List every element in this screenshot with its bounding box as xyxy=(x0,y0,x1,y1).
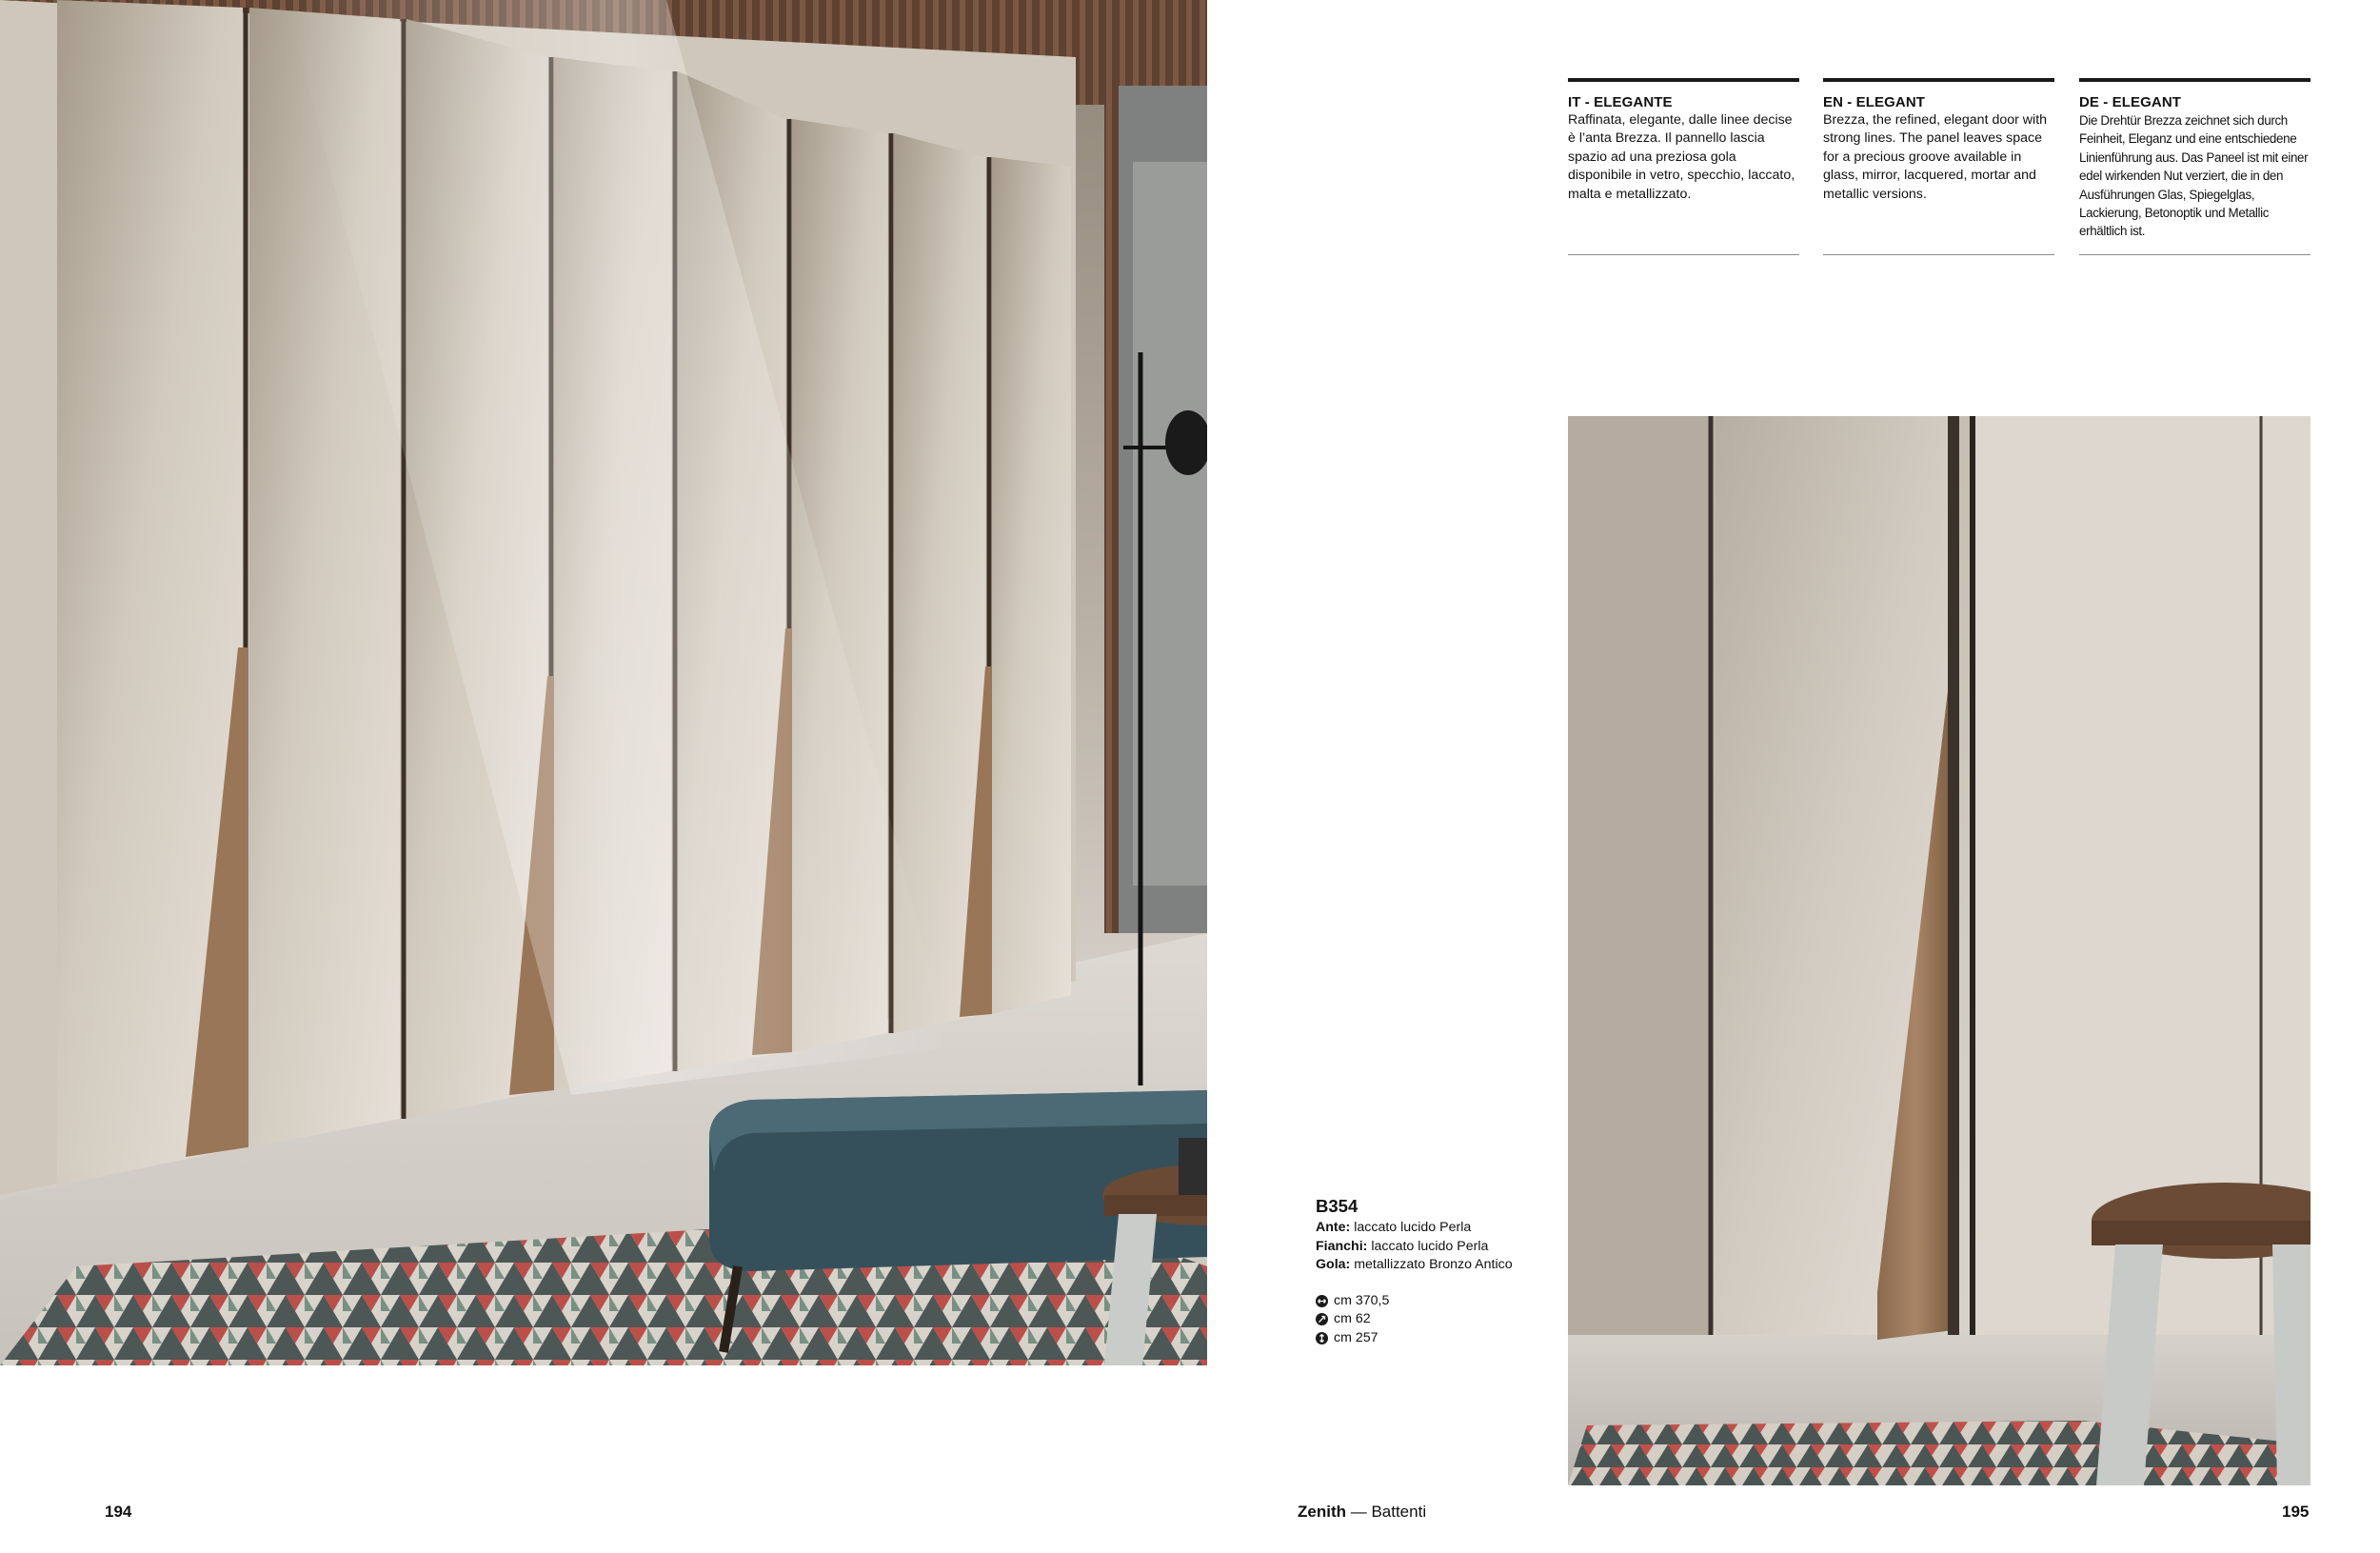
spec-ante-label: Ante: xyxy=(1316,1220,1351,1235)
spec-gola-label: Gola: xyxy=(1316,1257,1351,1272)
door-detail-photo xyxy=(1568,416,2311,1485)
spec-fianchi-value: laccato lucido Perla xyxy=(1371,1238,1489,1254)
dimension-depth-value: cm 62 xyxy=(1334,1311,1371,1326)
section-name: — Battenti xyxy=(1346,1503,1427,1521)
product-spec xyxy=(1316,1196,1535,1347)
description-column-it xyxy=(1568,78,1799,255)
column-title: IT - ELEGANTE xyxy=(1568,94,1673,110)
spec-gola-value: metallizzato Bronzo Antico xyxy=(1354,1257,1513,1272)
column-body: Brezza, the refined, elegant door with strong lines. The panel leaves space for a precious groove available in glass, mirror, lacquered, mortar and metallic versions. xyxy=(1823,112,2048,202)
column-body: Die Drehtür Brezza zeichnet sich durch Feinheit, Eleganz und eine entschiedene Linienführung aus. Das Paneel ist mit einer edel wirkenden Nut verziert, die in den Ausführungen Glas, Spiegelglas, Lackierung, Betonoptik und Metallic erhältlich ist. xyxy=(2079,113,2309,239)
wardrobe-room-illustration xyxy=(0,0,1207,1365)
description-column-en xyxy=(1823,78,2054,255)
column-title: DE - ELEGANT xyxy=(2079,94,2182,110)
product-code: B354 xyxy=(1316,1196,1359,1216)
column-body: Raffinata, elegante, dalle linee decise è l’anta Brezza. Il pannello lascia spazio ad una preziosa gola disponibile in vetro, specchio, laccato, malta e metallizzato. xyxy=(1568,112,1795,202)
spec-ante-value: laccato lucido Perla xyxy=(1354,1220,1472,1235)
spec-fianchi-label: Fianchi: xyxy=(1316,1238,1368,1254)
wardrobe-room-photo xyxy=(0,0,1207,1365)
spec-gola xyxy=(1316,1256,1535,1275)
spec-fianchi xyxy=(1316,1238,1535,1257)
height-arrows-icon xyxy=(1316,1332,1328,1344)
column-title: EN - ELEGANT xyxy=(1823,94,1926,110)
description-column-de xyxy=(2079,78,2311,255)
brand-name: Zenith xyxy=(1298,1503,1346,1521)
page-number-right: 195 xyxy=(2282,1503,2310,1521)
dimension-width-value: cm 370,5 xyxy=(1334,1292,1390,1308)
dimensions-list xyxy=(1316,1292,1535,1348)
page-number-left: 194 xyxy=(105,1503,132,1521)
running-footer xyxy=(1298,1503,1426,1522)
dimension-width xyxy=(1316,1292,1535,1311)
depth-arrow-icon xyxy=(1316,1313,1328,1325)
dimension-height-value: cm 257 xyxy=(1334,1329,1378,1345)
dimension-height xyxy=(1316,1329,1535,1348)
spec-ante xyxy=(1316,1219,1535,1238)
door-detail-illustration xyxy=(1568,416,2311,1485)
dimension-depth xyxy=(1316,1310,1535,1329)
width-arrows-icon xyxy=(1316,1295,1328,1307)
